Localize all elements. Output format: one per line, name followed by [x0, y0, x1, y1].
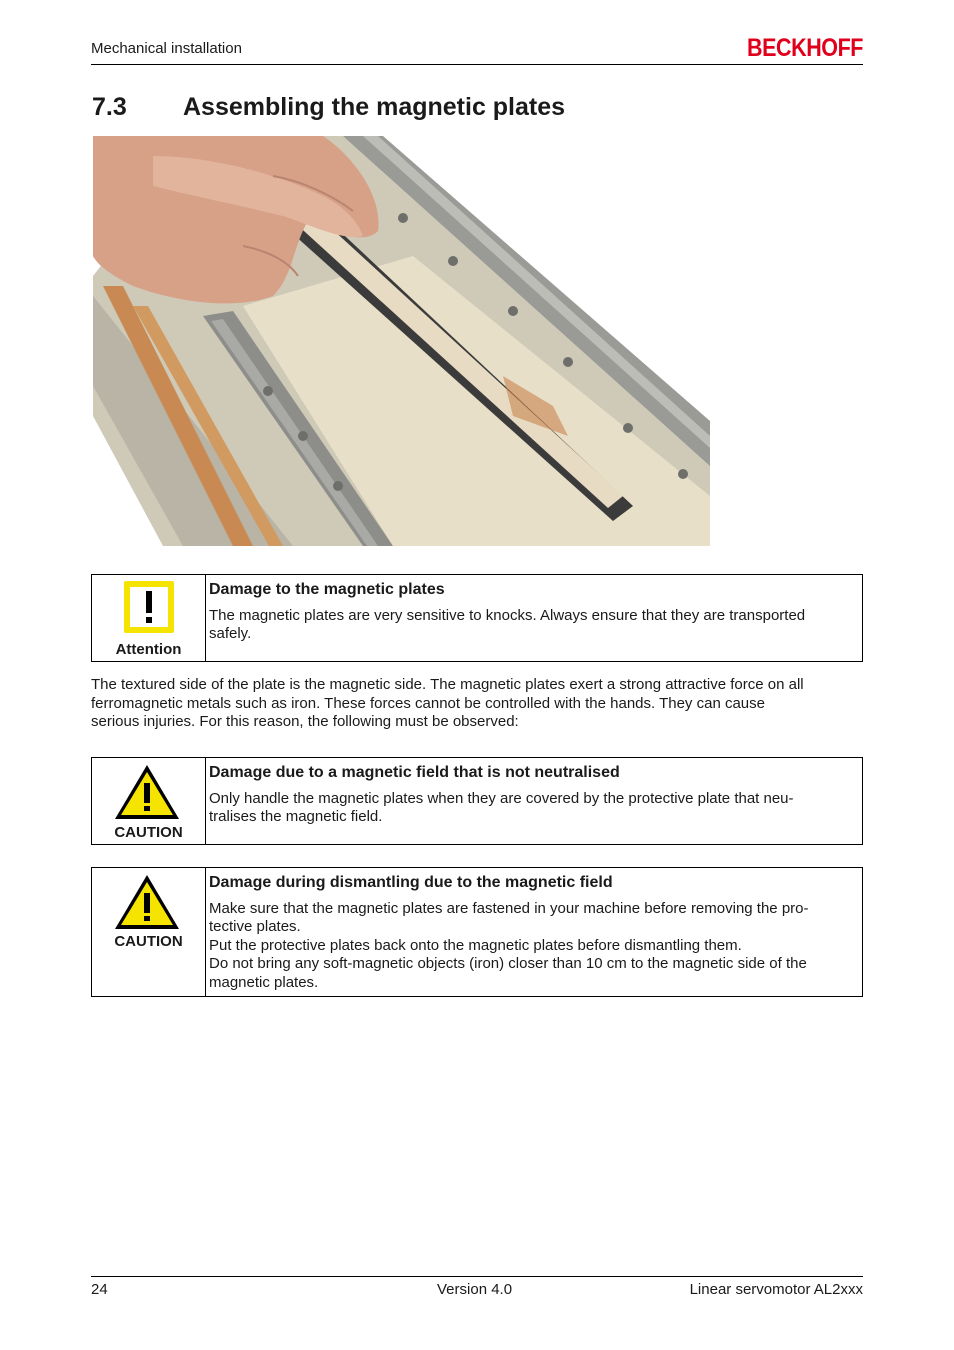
- notice-label: CAUTION: [114, 933, 183, 950]
- notice-icon-cell: [92, 758, 206, 844]
- notice-label: Attention: [115, 641, 182, 658]
- footer-divider: [91, 1276, 863, 1277]
- caution-warning-icon: [113, 763, 181, 821]
- caution-warning-icon: [113, 873, 181, 931]
- paragraph-line: ferromagnetic metals such as iron. These forces cannot be controlled with the hands. They can cause: [91, 694, 765, 712]
- notice-title: Damage to the magnetic plates: [209, 581, 445, 598]
- caution-notice: [91, 757, 863, 845]
- notice-line: safely.: [209, 625, 252, 642]
- notice-content: [209, 581, 850, 644]
- page-title: Assembling the magnetic plates: [183, 93, 566, 121]
- notice-line: magnetic plates.: [209, 973, 319, 991]
- notice-icon-cell: [92, 868, 206, 996]
- notice-icon-cell: [92, 575, 206, 661]
- document-version: Version 4.0: [437, 1281, 513, 1298]
- notice-line: Only handle the magnetic plates when they are covered by the protective plate that neu-: [209, 789, 794, 807]
- notice-content: [209, 874, 850, 992]
- notice-line: tralises the magnetic field.: [209, 808, 383, 825]
- notice-label: CAUTION: [114, 824, 183, 841]
- caution-notice: [91, 867, 863, 997]
- section-number: 7.3: [92, 93, 127, 121]
- notice-title: Damage during dismantling due to the magnetic field: [209, 874, 613, 891]
- beckhoff-logo: BECKHOFF: [747, 34, 864, 62]
- notice-line: tective plates.: [209, 918, 301, 935]
- product-name: Linear servomotor AL2xxx: [689, 1281, 863, 1298]
- notice-line: The magnetic plates are very sensitive to knocks. Always ensure that they are transported: [209, 606, 806, 624]
- page-number: 24: [91, 1281, 108, 1298]
- notice-line: Make sure that the magnetic plates are fastened in your machine before removing the pro-: [209, 899, 809, 917]
- notice-line: Do not bring any soft-magnetic objects (iron) closer than 10 cm to the magnetic side of the: [209, 955, 807, 972]
- attention-notice: [91, 574, 863, 662]
- paragraph-line: The textured side of the plate is the magnetic side. The magnetic plates exert a strong attractive force on all: [91, 676, 804, 693]
- header-divider: [91, 64, 863, 65]
- notice-content: [209, 764, 850, 827]
- header-section-title: Mechanical installation: [91, 40, 242, 57]
- notice-line: Put the protective plates back onto the magnetic plates before dismantling them.: [209, 936, 742, 954]
- attention-icon: [122, 579, 176, 635]
- notice-title: Damage due to a magnetic field that is not neutralised: [209, 764, 620, 781]
- body-paragraph: [91, 676, 863, 732]
- magnetic-plate-photo: [93, 136, 710, 546]
- paragraph-line: serious injuries. For this reason, the following must be observed:: [91, 713, 519, 730]
